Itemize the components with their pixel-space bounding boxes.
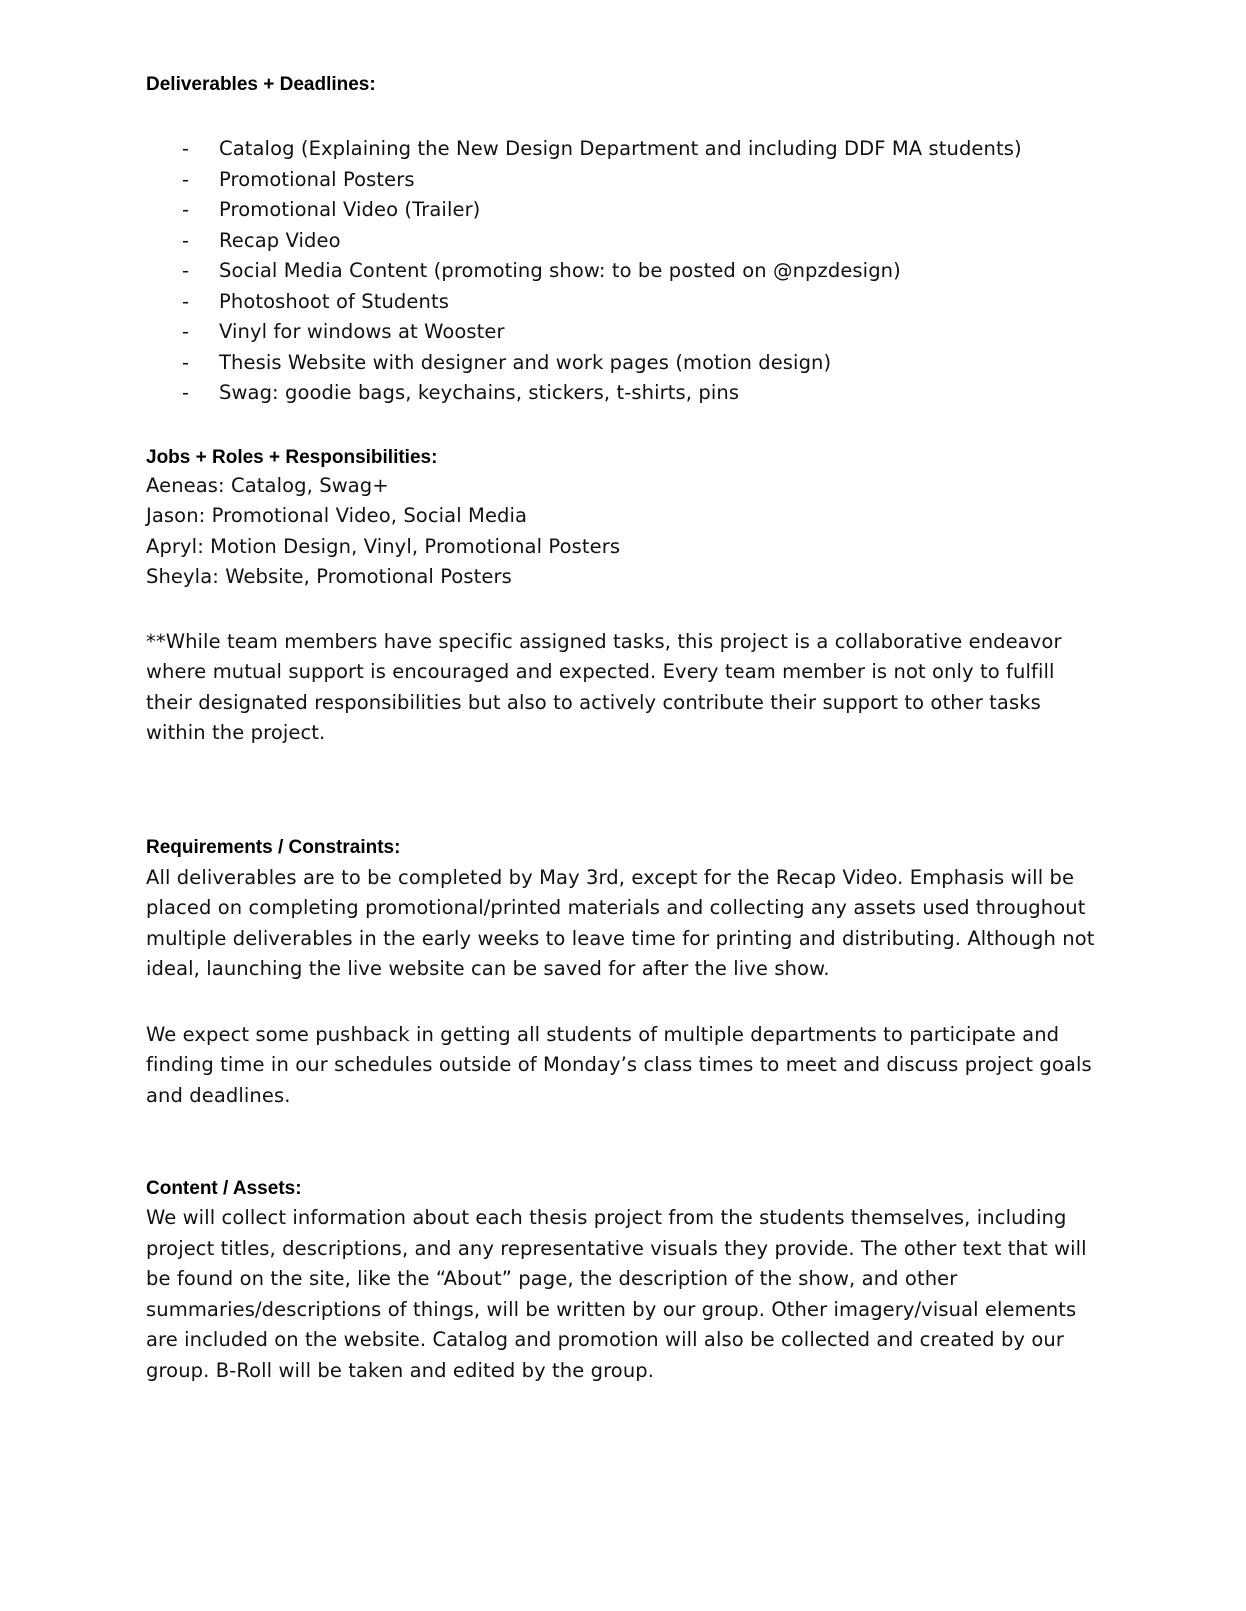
list-item: - Catalog (Explaining the New Design Department and including DDF MA students) — [146, 134, 1096, 165]
role-line: Sheyla: Website, Promotional Posters — [146, 565, 512, 588]
role-line: Apryl: Motion Design, Vinyl, Promotional Posters — [146, 534, 621, 558]
pushback-paragraph: We expect some pushback in getting all students of multiple departments to participate and finding time in our schedules outside of Monday’s class times to meet and discuss project goals and deadlines. — [146, 1022, 1092, 1107]
list-dash: - — [182, 381, 190, 404]
role-line: Jason: Promotional Video, Social Media — [146, 504, 528, 527]
deliverables-heading: Deliverables + Deadlines: — [146, 74, 376, 95]
document-page — [146, 70, 1096, 1386]
list-dash: - — [182, 137, 190, 160]
list-item: - Swag: goodie bags, keychains, stickers, t-shirts, pins — [146, 378, 1096, 409]
requirements-paragraph: All deliverables are to be completed by May 3rd, except for the Recap Video. Emphasis will be placed on completing promotional/printed materials and collecting any assets used throughout multiple deliverables in the early weeks to leave time for printing and distributing. Although not ideal, launching the live website can be saved for after the live show. — [146, 865, 1095, 980]
deliverables-list — [146, 134, 1096, 409]
list-item: - Vinyl for windows at Wooster — [146, 317, 1096, 348]
list-item: - Recap Video — [146, 226, 1096, 257]
list-dash: - — [182, 259, 190, 282]
role-line: Aeneas: Catalog, Swag+ — [146, 473, 389, 497]
collaboration-note: **While team members have specific assigned tasks, this project is a collaborative endeavor where mutual support is encouraged and expected. Every team member is not only to fulfill their designated responsibilities but also to actively contribute their support to other tasks within the project. — [146, 629, 1062, 744]
list-dash: - — [182, 350, 190, 374]
roles-list — [146, 471, 1096, 593]
requirements-heading: Requirements / Constraints: — [146, 836, 401, 858]
list-dash: - — [182, 228, 190, 252]
list-dash: - — [182, 198, 190, 221]
content-heading: Content / Assets: — [146, 1178, 302, 1199]
list-item: - Social Media Content (promoting show: to be posted on @npzdesign) — [146, 256, 1096, 287]
list-item: - Promotional Posters — [146, 165, 1096, 196]
list-item: - Promotional Video (Trailer) — [146, 195, 1096, 226]
list-dash: - — [182, 289, 190, 313]
roles-heading: Jobs + Roles + Responsibilities: — [146, 446, 438, 468]
list-dash: - — [182, 167, 190, 191]
list-item: - Thesis Website with designer and work pages (motion design) — [146, 348, 1096, 379]
list-dash: - — [182, 320, 190, 343]
list-item: - Photoshoot of Students — [146, 287, 1096, 318]
content-paragraph: We will collect information about each thesis project from the students themselves, including project titles, descriptions, and any representative visuals they provide. The other text that will be found on the site, like the “About” page, the description of the show, and other summaries/descriptions of things, will be written by our group. Other imagery/visual elements are included on the website. Catalog and promotion will also be collected and created by our group. B-Roll will be taken and edited by the group. — [146, 1206, 1087, 1382]
